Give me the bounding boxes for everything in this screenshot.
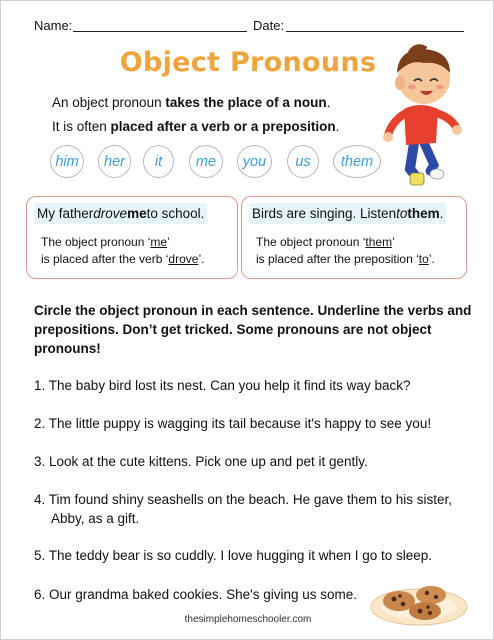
intro-line-2: It is often placed after a verb or a preposition. — [52, 119, 340, 134]
page-title: Object Pronouns — [119, 47, 377, 78]
example-explanation-line-2: is placed after the preposition ‘to’. — [256, 252, 435, 266]
question-4[interactable]: 4. Tim found shiny seashells on the beach. He gave them to his sister, — [34, 492, 452, 507]
question-5[interactable]: 5. The teddy bear is so cuddly. I love hugging it when I go to sleep. — [34, 548, 433, 563]
instructions: Circle the object pronoun in each sentence. Underline the verbs and prepositions. Don’t get tricked. Some pronouns are not object pronouns! — [34, 303, 472, 356]
example-explanation-line-1: The object pronoun ‘me’ — [41, 235, 170, 249]
question-2[interactable]: 2. The little puppy is wagging its tail because it's happy to see you! — [34, 416, 432, 431]
example-explanation-line-1: The object pronoun ‘them’ — [256, 235, 395, 249]
example-sentence: My father drove me to school. — [34, 203, 207, 224]
pronoun-bubble: me — [189, 145, 223, 178]
pronoun-bubble: us — [287, 145, 319, 178]
example-card-2 — [241, 196, 467, 279]
intro-line-1: An object pronoun takes the place of a noun. — [52, 95, 331, 110]
question-1[interactable]: 1. The baby bird lost its nest. Can you help it find its way back? — [34, 378, 411, 393]
name-field-line[interactable] — [73, 31, 247, 32]
boy-illustration — [380, 43, 462, 193]
question-6[interactable]: 6. Our grandma baked cookies. She's giving us some. — [34, 587, 358, 602]
footer-website[interactable]: thesimplehomeschooler.com — [184, 614, 312, 625]
question-4-continued[interactable]: Abby, as a gift. — [51, 511, 140, 526]
pronoun-bubble: him — [50, 145, 84, 178]
example-sentence: Birds are singing. Listen to them . — [249, 203, 446, 224]
pronoun-bubble: you — [237, 145, 272, 178]
example-explanation-line-2: is placed after the verb ‘drove’. — [41, 252, 205, 266]
example-card-1 — [26, 196, 238, 279]
date-label: Date: — [253, 18, 285, 33]
pronoun-bubble: them — [333, 145, 381, 178]
name-label: Name: — [34, 18, 73, 33]
pronoun-bubble: it — [143, 145, 174, 178]
question-3[interactable]: 3. Look at the cute kittens. Pick one up and pet it gently. — [34, 454, 368, 469]
pronoun-bubble: her — [98, 145, 131, 178]
date-field-line[interactable] — [286, 31, 464, 32]
